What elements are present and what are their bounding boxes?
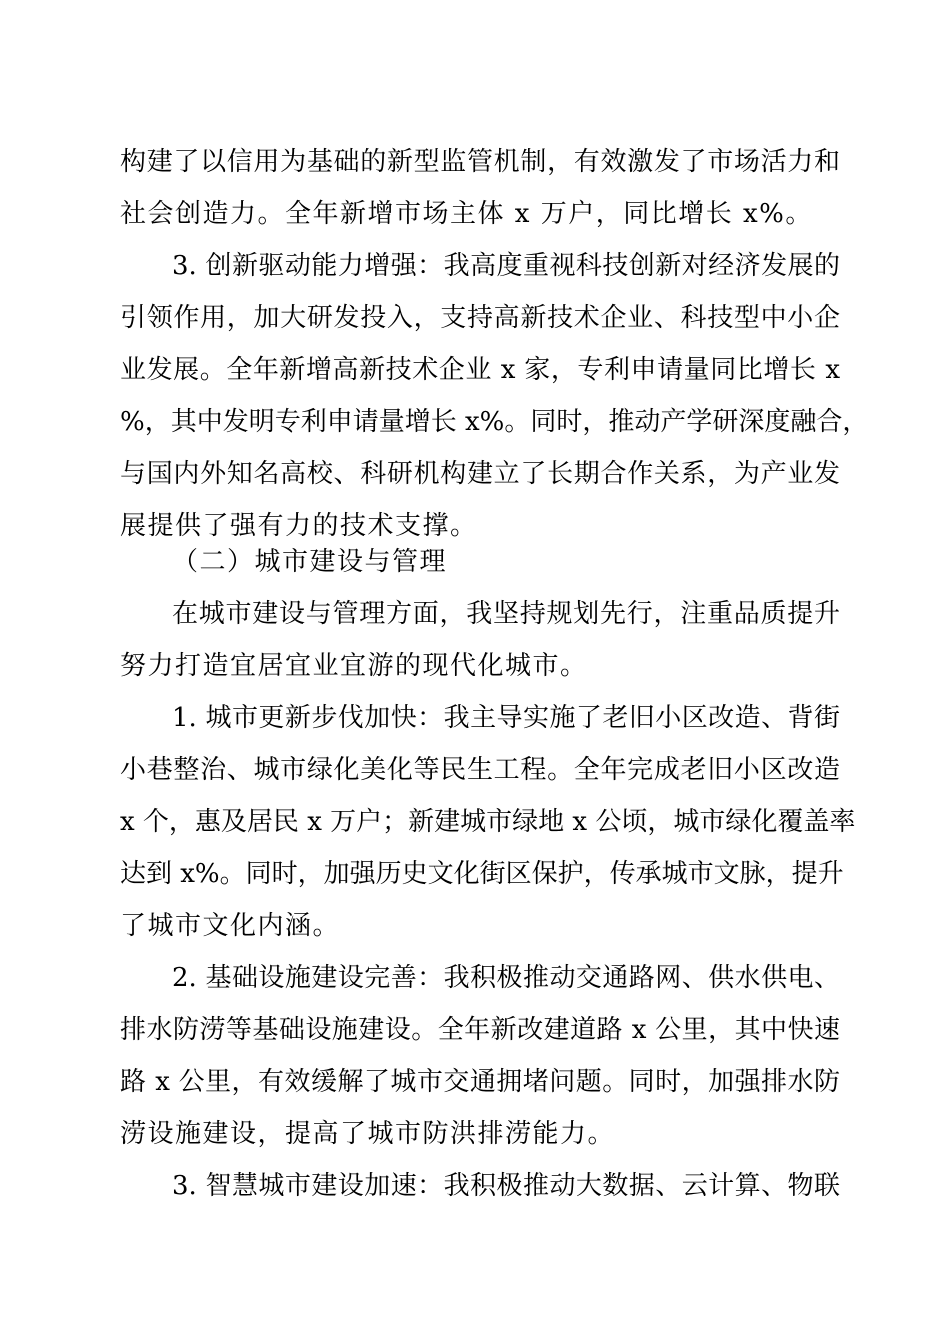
text-line: 构建了以信用为基础的新型监管机制，有效激发了市场活力和 — [120, 147, 840, 177]
text-line: 社会创造力。全年新增市场主体 x 万户，同比增长 x%。 — [120, 199, 813, 229]
text-line: 路 x 公里，有效缓解了城市交通拥堵问题。同时，加强排水防 — [120, 1067, 840, 1097]
text-line: 引领作用，加大研发投入，支持高新技术企业、科技型中小企 — [120, 303, 840, 333]
text-line: 了城市文化内涵。 — [120, 911, 341, 941]
text-line: 3. 智慧城市建设加速：我积极推动大数据、云计算、物联 — [172, 1171, 840, 1201]
section-heading: （二）城市建设与管理 — [172, 547, 448, 577]
text-line: 达到 x%。同时，加强历史文化街区保护，传承城市文脉，提升 — [120, 859, 844, 889]
text-line: x 个，惠及居民 x 万户；新建城市绿地 x 公顷，城市绿化覆盖率 — [120, 807, 856, 837]
text-line: %，其中发明专利申请量增长 x%。同时，推动产学研深度融合， — [120, 407, 869, 437]
text-line: 与国内外知名高校、科研机构建立了长期合作关系，为产业发 — [120, 459, 840, 489]
text-line: 2. 基础设施建设完善：我积极推动交通路网、供水供电、 — [172, 963, 840, 993]
text-line: 在城市建设与管理方面，我坚持规划先行，注重品质提升 — [172, 599, 840, 629]
text-line: 3. 创新驱动能力增强：我高度重视科技创新对经济发展的 — [172, 251, 840, 281]
text-line: 展提供了强有力的技术支撑。 — [120, 511, 478, 541]
text-line: 业发展。全年新增高新技术企业 x 家，专利申请量同比增长 x — [120, 355, 840, 385]
text-line: 1. 城市更新步伐加快：我主导实施了老旧小区改造、背街 — [172, 703, 840, 733]
text-line: 涝设施建设，提高了城市防洪排涝能力。 — [120, 1119, 616, 1149]
text-line: 排水防涝等基础设施建设。全年新改建道路 x 公里，其中快速 — [120, 1015, 840, 1045]
text-line: 小巷整治、城市绿化美化等民生工程。全年完成老旧小区改造 — [120, 755, 840, 785]
text-line: 努力打造宜居宜业宜游的现代化城市。 — [120, 651, 588, 681]
